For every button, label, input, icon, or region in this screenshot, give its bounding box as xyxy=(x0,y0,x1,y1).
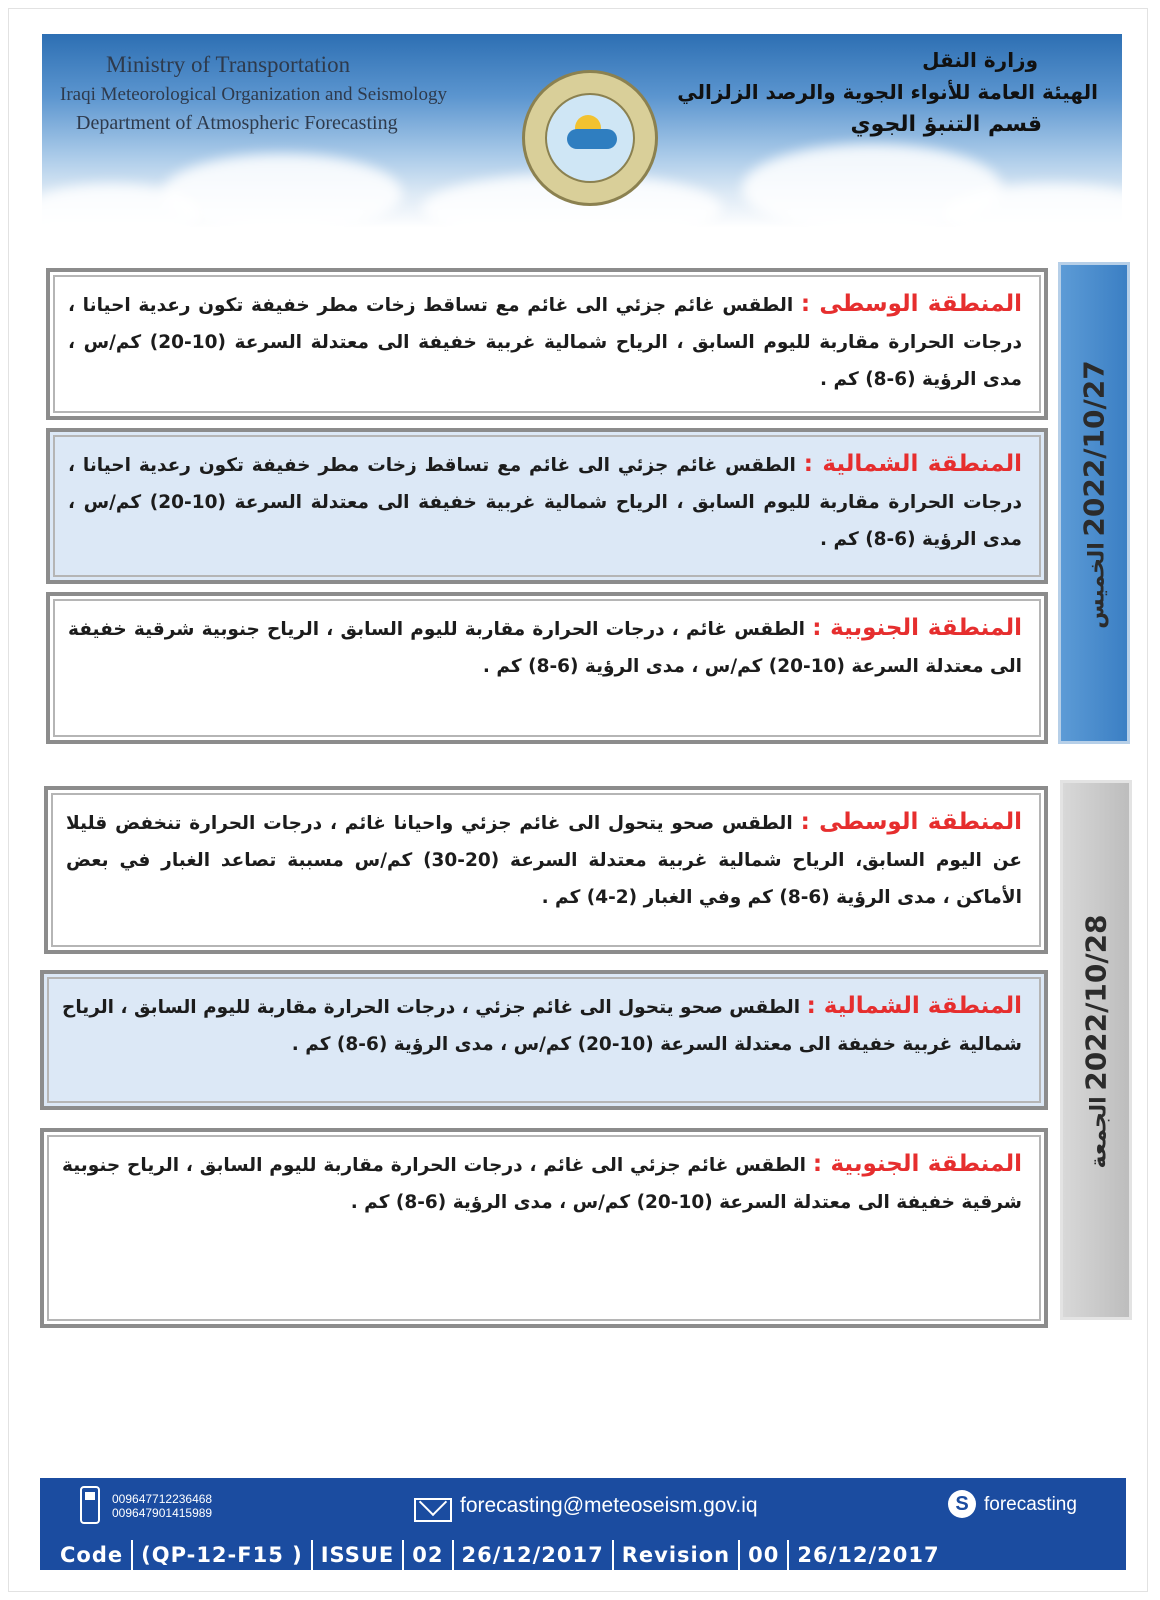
skype-handle[interactable]: forecasting xyxy=(984,1494,1077,1515)
header-arabic xyxy=(677,48,1098,137)
region-name: المنطقة الوسطى : xyxy=(800,291,1023,317)
email-link[interactable]: forecasting@meteoseism.gov.iq xyxy=(460,1494,758,1517)
region-box-central xyxy=(46,268,1048,420)
region-forecast: الطقس غائم ، درجات الحرارة مقاربة لليوم السابق ، الرياح جنوبية شرقية خفيفة الى معتدلة السرعة (10-20) كم/س ، مدى الرؤية (6-8) كم . xyxy=(68,619,1022,677)
region-forecast: الطقس صحو يتحول الى غائم جزئي واحيانا غائم ، درجات الحرارة تنخفض قليلا عن اليوم السابق، الرياح شمالية غربية معتدلة السرعة (20-30) كم/س مسببة تصاعد الغبار في بعض الأماكن ، مدى الرؤية (6-8) كم وفي الغبار (2-4) كم . xyxy=(66,813,1022,908)
revision-label: Revision xyxy=(621,1543,731,1567)
region-name: المنطقة الجنوبية : xyxy=(812,1151,1022,1177)
revision-value: 00 xyxy=(748,1543,780,1567)
code-value: (QP-12-F15 ) xyxy=(141,1543,303,1567)
region-name: المنطقة الوسطى : xyxy=(800,809,1022,835)
day-sidebar-2 xyxy=(1060,780,1132,1320)
header-english xyxy=(60,52,447,135)
issue-date: 26/12/2017 xyxy=(461,1543,604,1567)
region-box-north xyxy=(46,428,1048,584)
forecast-day: الخميس xyxy=(1084,541,1110,629)
mail-icon xyxy=(414,1498,452,1522)
phone-numbers xyxy=(112,1492,212,1520)
organization-logo xyxy=(522,70,658,206)
ministry-name-ar: وزارة النقل xyxy=(922,48,1038,72)
cloud-icon xyxy=(567,129,617,149)
issue-label: ISSUE xyxy=(320,1543,395,1567)
region-box-north xyxy=(40,970,1048,1110)
forecast-date: 2022/10/28 xyxy=(1079,913,1113,1091)
region-box-central xyxy=(44,786,1048,954)
region-box-south xyxy=(40,1128,1048,1328)
footer-contact-bar xyxy=(40,1478,1126,1540)
day-sidebar-1 xyxy=(1058,262,1130,744)
department-name-ar: قسم التنبؤ الجوي xyxy=(850,112,1042,137)
department-name-en: Department of Atmospheric Forecasting xyxy=(76,112,398,134)
phone-icon xyxy=(80,1486,100,1524)
ministry-name-en: Ministry of Transportation xyxy=(106,52,351,77)
region-box-south xyxy=(46,592,1048,744)
region-name: المنطقة الشمالية : xyxy=(803,451,1022,477)
region-forecast: الطقس غائم جزئي الى غائم مع تساقط زخات مطر خفيفة تكون رعدية احيانا ، درجات الحرارة مقاربة لليوم السابق ، الرياح شمالية غربية خفيفة الى معتدلة السرعة (10-20) كم/س ، مدى الرؤية (6-8) كم . xyxy=(68,455,1022,550)
organization-name-en: Iraqi Meteorological Organization and Seismology xyxy=(60,84,447,105)
region-forecast: الطقس صحو يتحول الى غائم جزئي ، درجات الحرارة مقاربة لليوم السابق ، الرياح شمالية غربية خفيفة الى معتدلة السرعة (10-20) كم/س ، مدى الرؤية (6-8) كم . xyxy=(62,997,1022,1055)
region-forecast: الطقس غائم جزئي الى غائم مع تساقط زخات مطر خفيفة تكون رعدية احيانا ، درجات الحرارة مقاربة لليوم السابق ، الرياح شمالية غربية خفيفة الى معتدلة السرعة (10-20) كم/س ، مدى الرؤية (6-8) كم . xyxy=(68,295,1022,390)
forecast-day: الجمعة xyxy=(1086,1095,1112,1169)
region-name: المنطقة الشمالية : xyxy=(806,993,1022,1019)
phone-number: 009647712236468 xyxy=(112,1492,213,1506)
skype-icon: S xyxy=(948,1490,976,1518)
code-label: Code xyxy=(60,1543,124,1567)
region-name: المنطقة الجنوبية : xyxy=(812,615,1022,641)
issue-value: 02 xyxy=(412,1543,444,1567)
forecast-date: 2022/10/27 xyxy=(1077,359,1111,537)
header-banner xyxy=(42,34,1122,228)
document-code-bar xyxy=(40,1540,1126,1570)
region-forecast: الطقس غائم جزئي الى غائم ، درجات الحرارة مقاربة لليوم السابق ، الرياح جنوبية شرقية خفيفة الى معتدلة السرعة (10-20) كم/س ، مدى الرؤية (6-8) كم . xyxy=(62,1155,1022,1213)
phone-number: 009647901415989 xyxy=(112,1506,213,1520)
organization-name-ar: الهيئة العامة للأنواء الجوية والرصد الزلزالي xyxy=(677,80,1098,104)
revision-date: 26/12/2017 xyxy=(797,1543,940,1567)
